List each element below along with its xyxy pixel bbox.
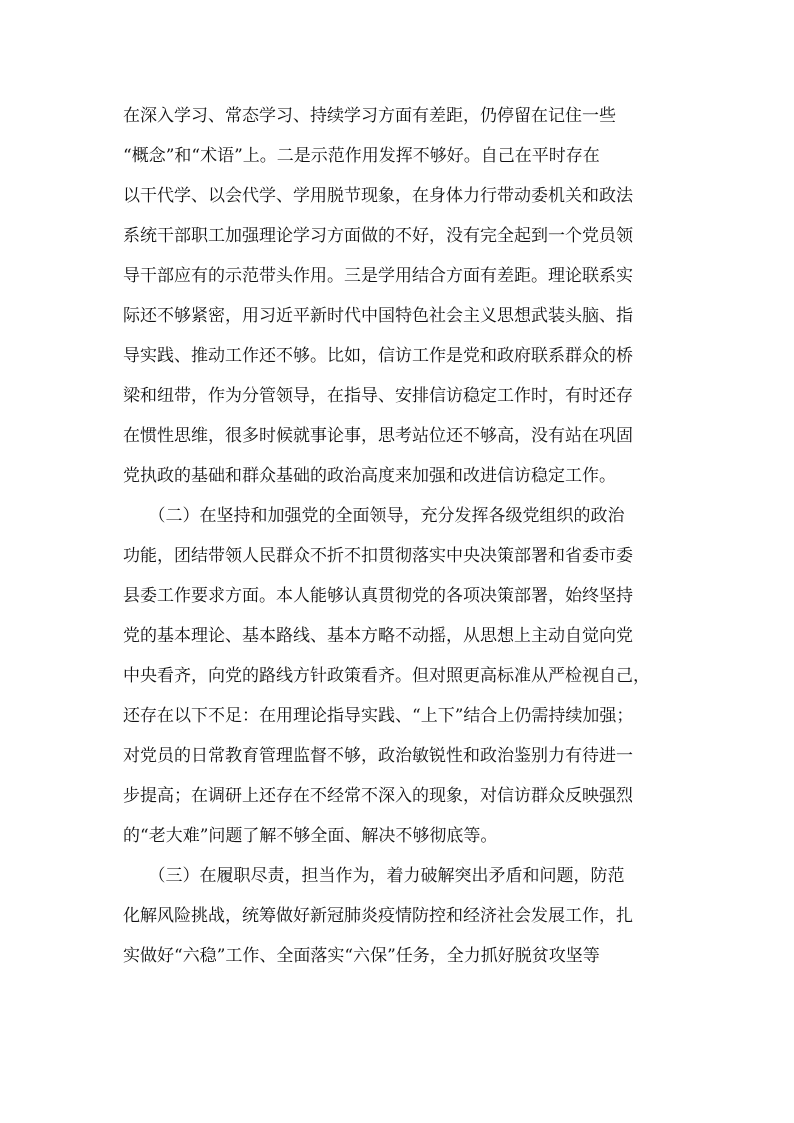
- text-line: 中央看齐，向党的路线方针政策看齐。但对照更高标准从严检视自己，: [123, 666, 650, 686]
- text-line: 系统干部职工加强理论学习方面做的不好，没有完全起到一个党员领: [123, 226, 633, 246]
- text-line: 以干代学、以会代学、学用脱节现象，在身体力行带动委机关和政法: [123, 186, 633, 206]
- text-line: 梁和纽带，作为分管领导，在指导、安排信访稳定工作时，有时还存: [123, 386, 633, 406]
- text-line: 化解风险挑战，统筹做好新冠肺炎疫情防控和经济社会发展工作，扎: [123, 906, 633, 926]
- text-line: 导实践、推动工作还不够。比如，信访工作是党和政府联系群众的桥: [123, 346, 633, 366]
- text-line: 导干部应有的示范带头作用。三是学用结合方面有差距。理论联系实: [123, 266, 633, 286]
- text-line: 还存在以下不足：在用理论指导实践、“上下”结合上仍需持续加强；: [123, 706, 634, 726]
- text-line: 县委工作要求方面。本人能够认真贯彻党的各项决策部署，始终坚持: [123, 586, 633, 606]
- text-line: 际还不够紧密，用习近平新时代中国特色社会主义思想武装头脑、指: [123, 306, 633, 326]
- text-line: 实做好“六稳”工作、全面落实“六保”任务，全力抓好脱贫攻坚等: [123, 946, 600, 966]
- text-line: 的“老大难”问题了解不够全面、解决不够彻底等。: [123, 826, 498, 846]
- body-text: [123, 96, 671, 976]
- text-line: 步提高；在调研上还存在不经常不深入的现象，对信访群众反映强烈: [123, 786, 633, 806]
- text-line: 党的基本理论、基本路线、基本方略不动摇，从思想上主动自觉向党: [123, 626, 633, 646]
- text-line: “概念”和“术语”上。二是示范作用发挥不够好。自己在平时存在: [123, 146, 600, 166]
- text-line: 在惯性思维，很多时候就事论事，思考站位还不够高，没有站在巩固: [123, 426, 633, 446]
- text-line: 在深入学习、常态学习、持续学习方面有差距，仍停留在记住一些: [123, 106, 616, 126]
- section-heading-3: （三）在履职尽责，担当作为，着力破解突出矛盾和问题，防范: [123, 866, 625, 886]
- text-line: 功能，团结带领人民群众不折不扣贯彻落实中央决策部署和省委市委: [123, 546, 633, 566]
- section-heading-2: （二）在坚持和加强党的全面领导，充分发挥各级党组织的政治: [123, 506, 625, 526]
- text-line: 党执政的基础和群众基础的政治高度来加强和改进信访稳定工作。: [123, 466, 616, 486]
- text-line: 对党员的日常教育管理监督不够，政治敏锐性和政治鉴别力有待进一: [123, 746, 633, 766]
